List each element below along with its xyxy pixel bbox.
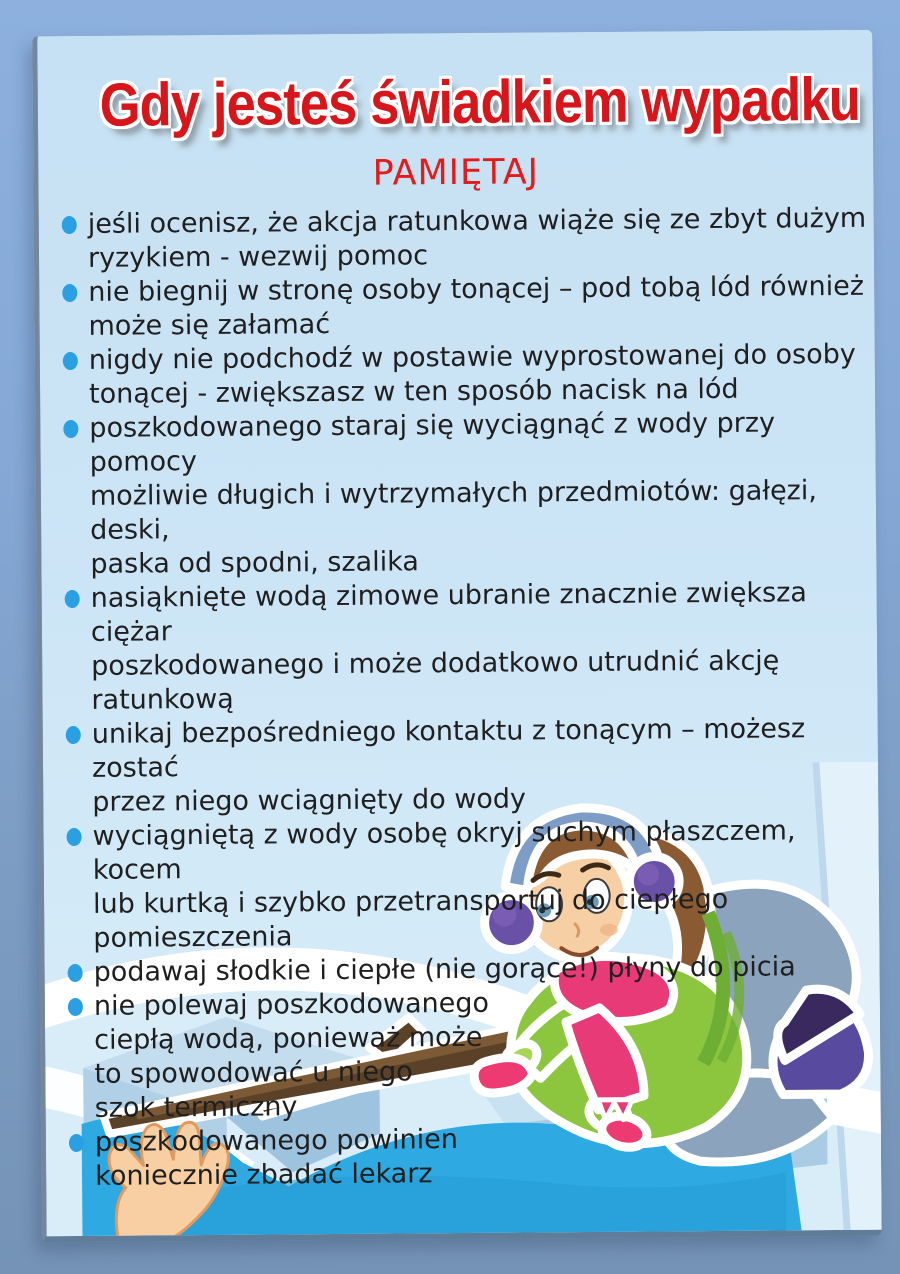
- bullet-text: wyciągniętą z wody osobę okryj suchym płaszczem, kocem lub kurtką i szybko przetransportuj do ciepłego pomieszczenia: [92, 815, 796, 954]
- bullet-dot-icon: [66, 828, 81, 846]
- bullet-dot-icon: [68, 998, 83, 1016]
- list-item: [63, 338, 870, 412]
- poster-content: [38, 64, 882, 1195]
- bullet-dot-icon: [65, 590, 80, 608]
- bullet-text: podawaj słodkie i ciepłe (nie gorące!) płyny do picia: [93, 951, 796, 988]
- bullet-text: nie biegnij w stronę osoby tonącej – pod tobą lód również może się załamać: [88, 270, 865, 342]
- bullet-dot-icon: [63, 420, 78, 438]
- bullet-dot-icon: [63, 352, 78, 370]
- list-item: [63, 406, 870, 582]
- bullet-dot-icon: [66, 726, 81, 744]
- bullet-text: poszkodowanego powinien koniecznie zbadać lekarz: [94, 1124, 458, 1192]
- list-item: [66, 712, 873, 820]
- bullet-dot-icon: [62, 216, 77, 234]
- bullet-text: unikaj bezpośredniego kontaktu z tonącym – możesz zostać przez niego wciągnięty do wody: [91, 713, 806, 818]
- list-item: [62, 270, 869, 344]
- bullet-dot-icon: [69, 1134, 84, 1152]
- bullet-text: poszkodowanego staraj się wyciągnąć z wody przy pomocy możliwie długich i wytrzymałych przedmiotów: gałęzi, deski, paska od spodni, szalika: [89, 407, 817, 580]
- list-item: [62, 202, 869, 276]
- bullet-text: nie polewaj poszkodowanego ciepłą wodą, ponieważ może to spowodować u niego szok termiczny: [93, 987, 490, 1124]
- list-item: [69, 1120, 876, 1194]
- bullet-text: jeśli ocenisz, że akcja ratunkowa wiąże się ze zbyt dużym ryzykiem - wezwij pomoc: [87, 202, 867, 274]
- safety-bullet-list: [39, 202, 882, 1195]
- list-item: [66, 814, 873, 956]
- bullet-text: nigdy nie podchodź w postawie wyprostowanej do osoby tonącej - zwiększasz w ten sposób nacisk na lód: [88, 338, 856, 410]
- bullet-dot-icon: [68, 964, 83, 982]
- poster-card: [32, 30, 881, 1243]
- subtitle: PAMIĘTAJ: [372, 152, 540, 194]
- bullet-dot-icon: [62, 284, 77, 302]
- bullet-text: nasiąknięte wodą zimowe ubranie znacznie zwiększa ciężar poszkodowanego i może dodatkowo utrudnić akcję ratunkową: [90, 577, 807, 716]
- list-item: [68, 984, 875, 1126]
- list-item: [68, 950, 874, 990]
- page-title: [38, 64, 874, 141]
- page-title-text: Gdy jesteś świadkiem wypadku: [99, 64, 861, 139]
- list-item: [65, 576, 872, 718]
